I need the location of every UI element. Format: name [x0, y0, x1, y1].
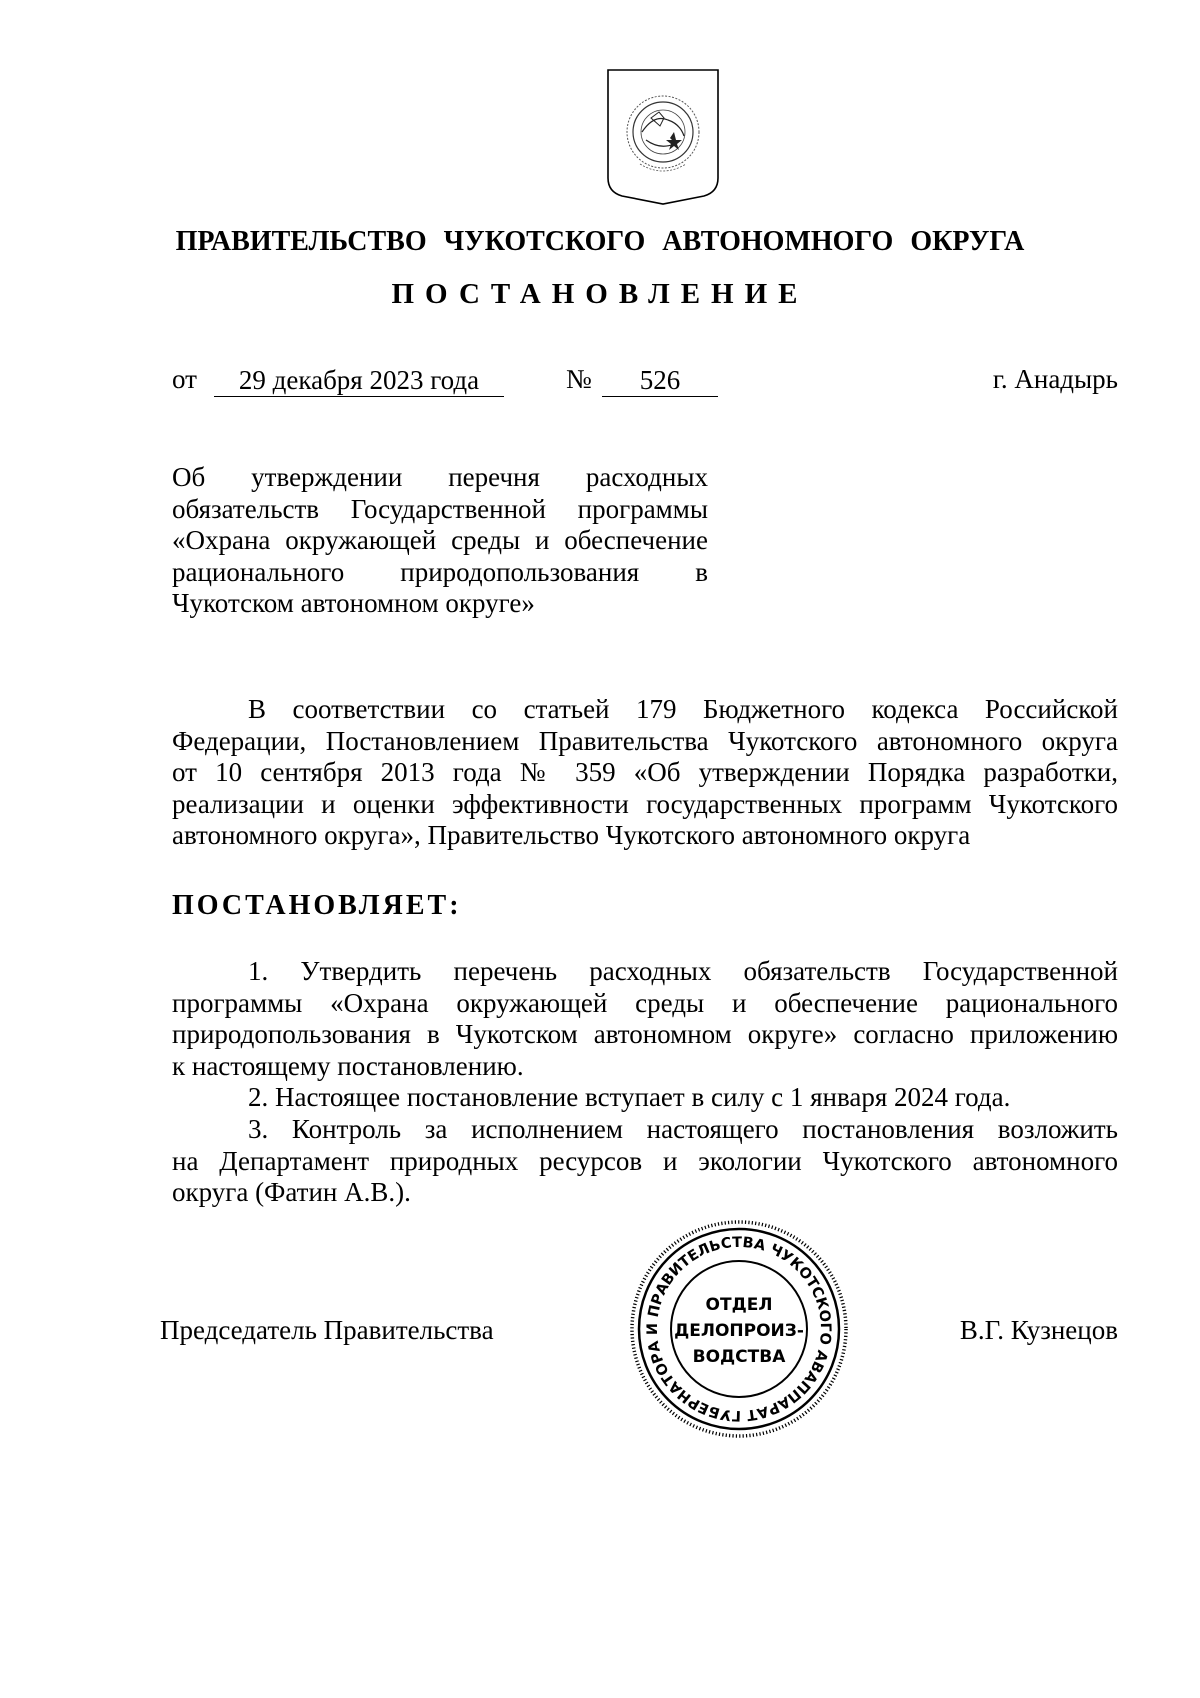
clause-line: 3. Контроль за исполнением настоящего постановления возложить [248, 1114, 1118, 1144]
clause-line: 2. Настоящее постановление вступает в силу с 1 января 2024 года. [248, 1082, 1011, 1112]
stamp-center-line: ВОДСТВА [692, 1347, 786, 1367]
subject-line: обязательств Государственной программы [172, 493, 708, 524]
clause-1 [172, 956, 1118, 1082]
number-field [602, 364, 718, 397]
clause-2 [172, 1082, 1118, 1114]
signatory-position: Председатель Правительства [160, 1315, 494, 1345]
date-field [214, 364, 504, 397]
decree-word: ПОСТАНОВЛЯЕТ: [172, 890, 462, 921]
round-stamp [628, 1218, 850, 1440]
clause-line: программы «Охрана окружающей среды и обеспечение рационального [172, 987, 1118, 1018]
document-subject [172, 462, 708, 620]
stamp-center-line: ДЕЛОПРОИЗ- [674, 1321, 804, 1341]
stamp-ring-text: АППАРАТ ГУБЕРНАТОРА И ПРАВИТЕЛЬСТВА ЧУКОТСКОГО АВТОНОМНОГО [644, 1234, 834, 1424]
preamble-line: В соответствии со статьей 179 Бюджетного кодекса Российской [248, 694, 1118, 724]
city: г. Анадырь [992, 364, 1118, 394]
preamble-line: от 10 сентября 2013 года № 359 «Об утверждении Порядка разработки, [172, 757, 1118, 787]
clause-line: 1. Утвердить перечень расходных обязательств Государственной [248, 956, 1118, 986]
coat-of-arms-emblem [604, 66, 722, 208]
clause-line: округа (Фатин А.В.). [172, 1177, 411, 1207]
date-value: 29 декабря 2023 года [214, 364, 504, 397]
subject-line: Чукотском автономном округе» [172, 588, 535, 618]
preamble-line: автономного округа», Правительство Чукотского автономного округа [172, 820, 971, 850]
preamble-paragraph [172, 694, 1118, 852]
clause-line: на Департамент природных ресурсов и экологии Чукотского автономного [172, 1145, 1118, 1176]
subject-line: «Охрана окружающей среды и обеспечение [172, 525, 708, 555]
clause-line: к настоящему постановлению. [172, 1050, 524, 1081]
subject-line: Об утверждении перечня расходных [172, 462, 708, 492]
clause-line: природопользования в Чукотском автономном округе» согласно приложению [172, 1019, 1118, 1049]
number-prefix: № [566, 364, 592, 394]
subject-line: рационального природопользования в [172, 556, 708, 587]
number-value: 526 [602, 364, 718, 397]
signatory-name: В.Г. Кузнецов [959, 1315, 1118, 1345]
document-type-title: ПОСТАНОВЛЕНИЕ [391, 278, 809, 310]
preamble-line: реализации и оценки эффективности государственных программ Чукотского [172, 788, 1118, 819]
preamble-line: Федерации, Постановлением Правительства Чукотского автономного округа [172, 725, 1118, 756]
organization-title: ПРАВИТЕЛЬСТВО ЧУКОТСКОГО АВТОНОМНОГО ОКРУГА [175, 226, 1025, 257]
date-prefix: от [172, 364, 197, 394]
clause-3 [172, 1114, 1118, 1209]
stamp-center-line: ОТДЕЛ [705, 1295, 773, 1315]
